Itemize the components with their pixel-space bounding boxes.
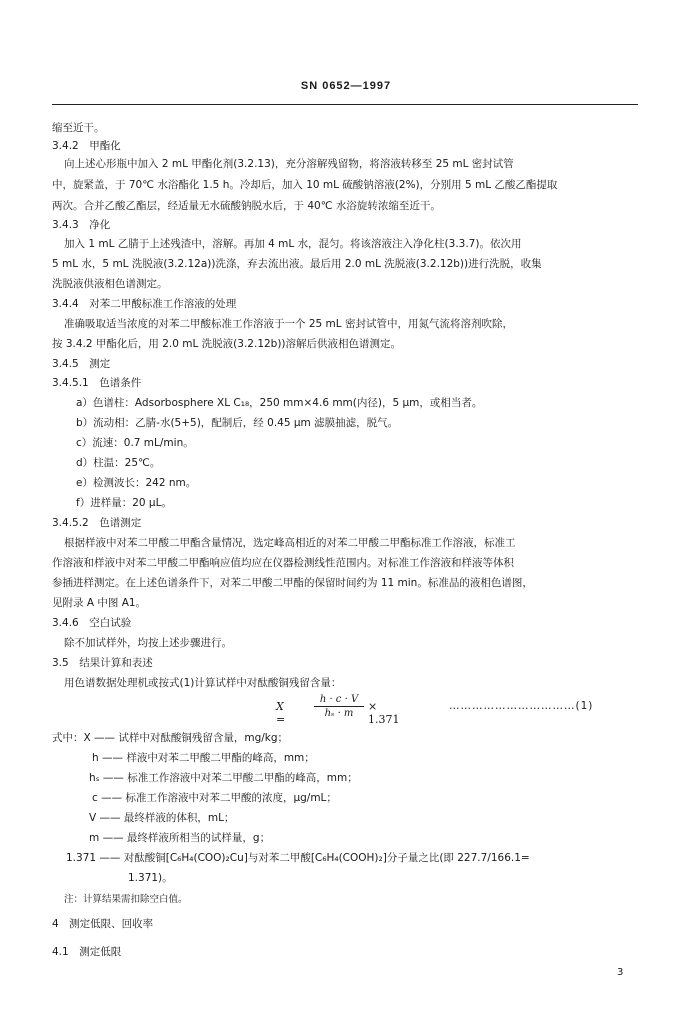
text-line: 作溶液和样液中对苯二甲酸二甲酯响应值均应在仪器检测线性范围内。对标准工作溶液和样液等体积 bbox=[52, 557, 514, 569]
definition-line: h —— 样液中对苯二甲酸二甲酯的峰高，mm； bbox=[92, 752, 315, 764]
text-line: 见附录 A 中图 A1。 bbox=[52, 597, 147, 609]
section-heading-3-4-3: 3.4.3 净化 bbox=[52, 219, 111, 231]
definition-line: 1.371 —— 对酞酸铜[C₆H₄(COO)₂Cu]与对苯二甲酸[C₆H₄(COOH)₂]分子量之比(即 227.7/166.1= bbox=[66, 852, 530, 864]
list-item: b）流动相：乙腈-水(5+5)，配制后，经 0.45 μm 滤膜抽滤，脱气。 bbox=[76, 417, 399, 429]
list-item: a）色谱柱：Adsorbosphere XL C₁₈，250 mm×4.6 mm(内径)，5 μm，或相当者。 bbox=[76, 397, 483, 409]
section-heading-3-4-5-2: 3.4.5.2 色谱测定 bbox=[52, 517, 142, 529]
list-item: f）进样量：20 μL。 bbox=[76, 497, 172, 509]
text-line: 准确吸取适当浓度的对苯二甲酸标准工作溶液于一个 25 mL 密封试管中，用氮气流将溶剂吹除， bbox=[64, 318, 513, 330]
text-line: 按 3.4.2 甲酯化后，用 2.0 mL 洗脱液(3.2.12b))溶解后供液相色谱测定。 bbox=[52, 338, 402, 350]
header-rule bbox=[52, 104, 638, 105]
section-heading-3-5: 3.5 结果计算和表述 bbox=[52, 657, 153, 669]
page-number: 3 bbox=[617, 967, 624, 978]
definition-line: m —— 最终样液所相当的试样量，g； bbox=[89, 832, 271, 844]
note: 注：计算结果需扣除空白值。 bbox=[64, 894, 188, 905]
equation-lhs: X = bbox=[276, 700, 286, 726]
text-line: 用色谱数据处理机或按式(1)计算试样中对酞酸铜残留含量： bbox=[64, 677, 342, 689]
equation-rhs: × 1.371 bbox=[368, 700, 400, 726]
text-line: 向上述心形瓶中加入 2 mL 甲酯化剂(3.2.13)，充分溶解残留物，将溶液转移至 25 mL 密封试管 bbox=[64, 158, 514, 170]
definition-line: c —— 标准工作溶液中对苯二甲酸的浓度，μg/mL； bbox=[92, 792, 337, 804]
equation-number: ……………………………(1) bbox=[449, 700, 594, 712]
list-item: e）检测波长：242 nm。 bbox=[76, 477, 197, 489]
text-line: 两次。合并乙酸乙酯层，经适量无水硫酸钠脱水后，于 40℃ 水浴旋转浓缩至近干。 bbox=[52, 200, 441, 212]
section-heading-3-4-5-1: 3.4.5.1 色谱条件 bbox=[52, 377, 142, 389]
section-heading-3-4-4: 3.4.4 对苯二甲酸标准工作溶液的处理 bbox=[52, 298, 237, 310]
text-line: 根据样液中对苯二甲酸二甲酯含量情况，选定峰高相近的对苯二甲酸二甲酯标准工作溶液，标准工 bbox=[64, 537, 516, 549]
definition-line: 式中：X —— 试样中对酞酸铜残留含量，mg/kg； bbox=[52, 732, 289, 744]
text-line: 加入 1 mL 乙腈于上述残渣中，溶解。再加 4 mL 水，混匀。将该溶液注入净化柱(3.3.7)。依次用 bbox=[64, 238, 522, 250]
section-heading-3-4-6: 3.4.6 空白试验 bbox=[52, 617, 132, 629]
equation-fraction bbox=[314, 693, 364, 720]
text-line: 缩至近干。 bbox=[52, 122, 105, 134]
text-line: 洗脱液供液相色谱测定。 bbox=[52, 278, 168, 290]
definition-line: hₛ —— 标准工作溶液中对苯二甲酸二甲酯的峰高，mm； bbox=[89, 772, 358, 784]
text-line: 除不加试样外，均按上述步骤进行。 bbox=[64, 637, 232, 649]
section-heading-3-4-2: 3.4.2 甲酯化 bbox=[52, 140, 121, 152]
list-item: c）流速：0.7 mL/min。 bbox=[76, 437, 194, 449]
page-header-standard-number: SN 0652—1997 bbox=[300, 80, 392, 92]
list-item: d）柱温：25℃。 bbox=[76, 457, 161, 469]
equation-denominator: hₛ · m bbox=[324, 708, 354, 719]
definition-line: V —— 最终样液的体积，mL； bbox=[89, 812, 235, 824]
section-heading-4-1: 4.1 测定低限 bbox=[52, 946, 122, 958]
text-line: 5 mL 水，5 mL 洗脱液(3.2.12a))洗涤，弃去流出液。最后用 2.0 mL 洗脱液(3.2.12b))进行洗脱，收集 bbox=[52, 258, 542, 270]
definition-line: 1.371)。 bbox=[128, 872, 173, 884]
section-heading-4: 4 测定低限、回收率 bbox=[52, 918, 154, 930]
text-line: 参插进样测定。在上述色谱条件下，对苯二甲酸二甲酯的保留时间约为 11 min。标准品的液相色谱图， bbox=[52, 577, 533, 589]
equation-numerator: h · c · V bbox=[314, 693, 364, 707]
section-heading-3-4-5: 3.4.5 测定 bbox=[52, 358, 111, 370]
text-line: 中，旋紧盖，于 70℃ 水浴酯化 1.5 h。冷却后，加入 10 mL 硫酸钠溶液(2%)，分别用 5 mL 乙酸乙酯提取 bbox=[52, 179, 558, 191]
